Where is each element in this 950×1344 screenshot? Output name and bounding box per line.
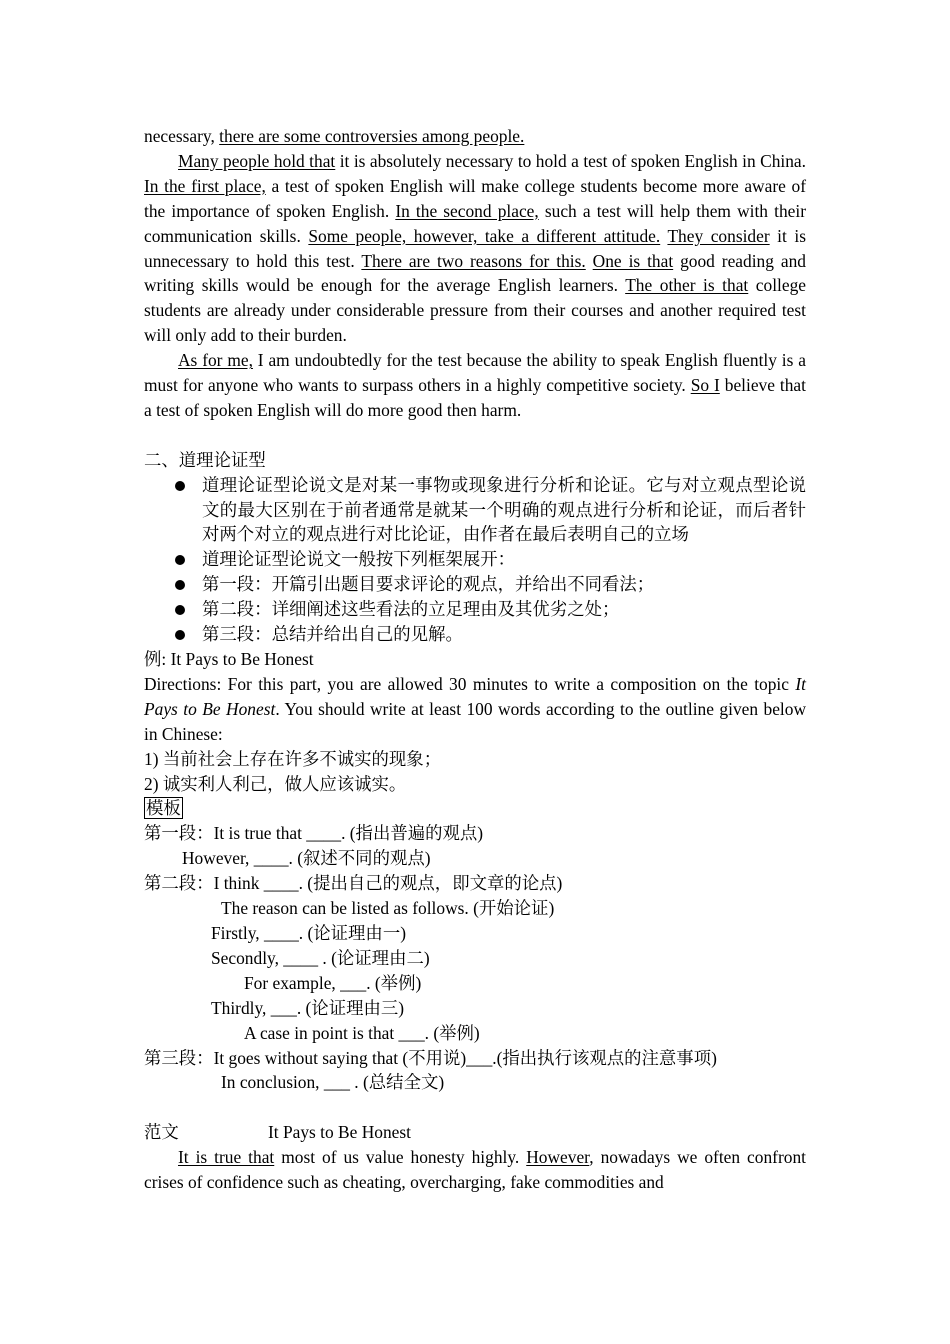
text-run: , nowadays we often confront crises of confidence such as cheating, overcharging, fake commodities and <box>144 1147 806 1193</box>
paragraph-opposing-views <box>144 149 806 348</box>
text-run: They consider <box>667 225 770 246</box>
template-line: For example, ___. (举例) <box>244 972 422 993</box>
text-run: So I <box>690 375 720 396</box>
example-label: 例: It Pays to Be Honest <box>144 649 314 670</box>
bullet-item: 道理论证型论说文是对某一事物或现象进行分析和论证。它与对立观点型论说文的最大区别在于前者通常是就某一个明确的观点进行分析和论证，而后者针对两个对立的观点进行对比论证，由作者在最后表明自己的立场 <box>144 473 806 548</box>
text-run: I am undoubtedly for the test because the ability to speak English fluently is a must for anyone who wants to surpass others in a highly competitive society. <box>144 350 806 396</box>
directions-text: Directions: For this part, you are allowed 30 minutes to write a composition on the topic <box>144 673 796 694</box>
template-line: A case in point is that ___. (举例) <box>244 1022 480 1043</box>
sample-heading <box>144 1120 806 1145</box>
document-page <box>144 124 806 1195</box>
spacer <box>144 423 806 448</box>
bullet-item: 第三段：总结并给出自己的见解。 <box>144 622 806 647</box>
template-line: In conclusion, ___ . (总结全文) <box>221 1072 445 1093</box>
text-run: However <box>526 1147 590 1168</box>
outline-item: 1) 当前社会上存在许多不诚实的现象； <box>144 748 442 769</box>
template-line: The reason can be listed as follows. (开始论证) <box>221 898 555 919</box>
text-run: good reading and writing skills would be enough for the average English learners. <box>144 250 806 296</box>
text-run: In the second place, <box>395 200 539 221</box>
template-line: 第三段：It goes without saying that (不用说)___.(指出执行该观点的注意事项) <box>144 1047 717 1068</box>
paragraph-own-opinion <box>144 348 806 423</box>
text-run: believe that a test of spoken English will do more good then harm. <box>144 375 806 420</box>
text-run: In the first place, <box>144 175 266 196</box>
text-run: The other is that <box>625 275 749 296</box>
outline-item: 2) 诚实利人利己，做人应该诚实。 <box>144 773 407 794</box>
sample-paragraph <box>144 1145 806 1195</box>
text-run: There are two reasons for this. <box>361 250 586 271</box>
intro-underlined: there are some controversies among people. <box>219 126 525 146</box>
bullet-list <box>144 473 806 647</box>
text-run: Some people, however, take a different attitude. <box>308 225 661 246</box>
directions-paragraph <box>144 672 806 747</box>
template-line: Firstly, ____. (论证理由一) <box>211 922 406 943</box>
text-run: most of us value honesty highly. <box>274 1147 527 1168</box>
intro-lead: necessary, <box>144 126 220 146</box>
section-title: 二、道理论证型 <box>144 449 266 470</box>
bullet-item: 第二段：详细阐述这些看法的立足理由及其优劣之处； <box>144 597 806 622</box>
text-run <box>586 251 593 271</box>
directions-topic: It Pays to Be Honest <box>144 673 806 719</box>
bullet-item: 第一段：开篇引出题目要求评论的观点，并给出不同看法； <box>144 572 806 597</box>
text-run: It is true that <box>178 1147 275 1168</box>
sample-label: 范文 <box>144 1122 179 1143</box>
sample-title: It Pays to Be Honest <box>268 1122 411 1143</box>
text-run: college students are already under considerable pressure from their courses and another required test will only add to their burden. <box>144 275 806 346</box>
template-label: 模板 <box>146 798 181 819</box>
intro-continuation <box>144 124 806 149</box>
text-run: it is absolutely necessary to hold a test of spoken English in China. <box>335 150 807 171</box>
template-line: 第二段：I think ____. (提出自己的观点，即文章的论点) <box>144 873 563 894</box>
text-run: One is that <box>592 250 674 271</box>
template-line: 第一段：It is true that ____. (指出普遍的观点) <box>144 823 484 844</box>
text-run: a test of spoken English will make college students become more aware of the importance of spoken English. <box>144 175 806 221</box>
bullet-item: 道理论证型论说文一般按下列框架展开： <box>144 547 806 572</box>
template-label-line <box>144 796 806 821</box>
directions-text: . You should write at least 100 words according to the outline given below in Chinese: <box>144 698 807 744</box>
text-run: Many people hold that <box>178 150 336 171</box>
template-line: Thirdly, ___. (论证理由三) <box>211 997 405 1018</box>
text-run: such a test will help them with their communication skills. <box>144 200 806 246</box>
text-run: it is unnecessary to hold this test. <box>144 225 806 271</box>
template-line: Secondly, ____ . (论证理由二) <box>211 947 430 968</box>
text-run: As for me, <box>178 350 253 371</box>
template-line: However, ____. (叙述不同的观点) <box>182 848 431 869</box>
spacer <box>144 1095 806 1120</box>
